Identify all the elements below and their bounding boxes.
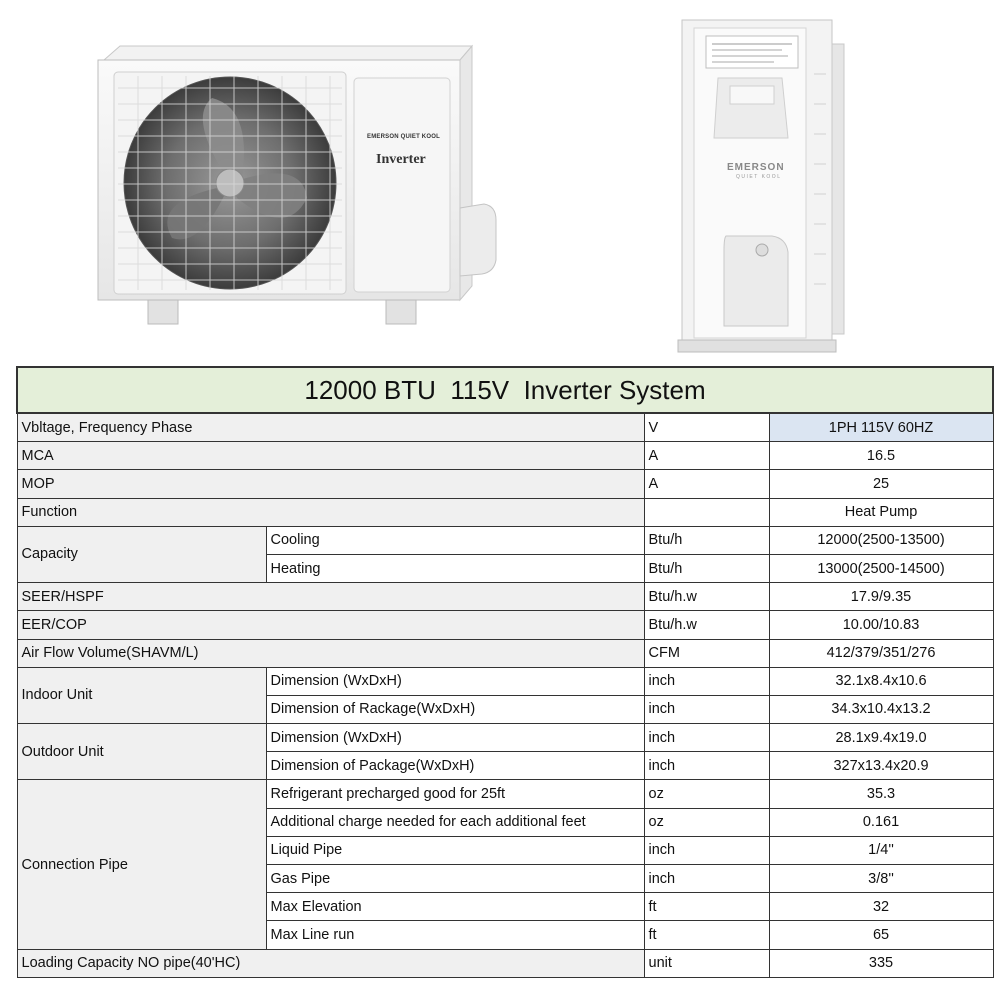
table-row [17,470,993,498]
row-value: 34.3x10.4x13.2 [769,695,993,723]
row-unit: inch [644,865,769,893]
row-value: 412/379/351/276 [769,639,993,667]
row-label: EER/COP [17,611,644,639]
table-row [17,442,993,470]
row-unit: oz [644,808,769,836]
sub-label: Refrigerant precharged good for 25ft [266,780,644,808]
table-row [17,667,993,695]
table-row [17,611,993,639]
row-label: SEER/HSPF [17,583,644,611]
row-value: 13000(2500-14500) [769,554,993,582]
row-unit: inch [644,667,769,695]
sub-label: Liquid Pipe [266,836,644,864]
table-row [17,639,993,667]
table-row [17,949,993,977]
row-value: 65 [769,921,993,949]
row-label: MCA [17,442,644,470]
row-value: 1/4'' [769,836,993,864]
outdoor-unit-front-drawing [92,38,512,338]
row-unit: unit [644,949,769,977]
row-value: 25 [769,470,993,498]
row-value: 10.00/10.83 [769,611,993,639]
table-title: 12000 BTU 115V Inverter System [17,367,993,413]
sub-label: Dimension (WxDxH) [266,667,644,695]
row-label: MOP [17,470,644,498]
row-unit: Btu/h.w [644,611,769,639]
sub-label: Dimension of Package(WxDxH) [266,752,644,780]
outdoor-unit-side-drawing [664,14,850,359]
table-row [17,498,993,526]
group-label: Indoor Unit [17,667,266,723]
row-value: 12000(2500-13500) [769,526,993,554]
row-value: 28.1x9.4x19.0 [769,724,993,752]
row-unit: A [644,442,769,470]
sub-label: Cooling [266,526,644,554]
row-unit [644,498,769,526]
row-label: Vbltage, Frequency Phase [17,413,644,442]
outdoor-unit-side-image [664,14,850,359]
group-label: Connection Pipe [17,780,266,949]
row-unit: inch [644,724,769,752]
table-row [17,413,993,442]
table-row [17,583,993,611]
row-unit: Btu/h [644,554,769,582]
sub-label: Heating [266,554,644,582]
row-value: 3/8'' [769,865,993,893]
side-brand-label: EMERSON [727,162,785,173]
outdoor-unit-front-image [92,38,512,338]
row-label: Air Flow Volume(SHAVM/L) [17,639,644,667]
sub-label: Dimension of Rackage(WxDxH) [266,695,644,723]
row-value: 0.161 [769,808,993,836]
row-value: Heat Pump [769,498,993,526]
sub-label: Gas Pipe [266,865,644,893]
row-value: 327x13.4x20.9 [769,752,993,780]
spec-table [16,366,994,978]
side-sub-label: QUIET KOOL [736,174,782,180]
group-label: Outdoor Unit [17,724,266,780]
row-unit: ft [644,921,769,949]
table-title-row [17,367,993,413]
row-value: 1PH 115V 60HZ [769,413,993,442]
row-unit: oz [644,780,769,808]
row-label: Loading Capacity NO pipe(40'HC) [17,949,644,977]
row-unit: Btu/h.w [644,583,769,611]
table-row [17,526,993,554]
inverter-logo: Inverter [376,152,426,167]
row-unit: Btu/h [644,526,769,554]
row-value: 32.1x8.4x10.6 [769,667,993,695]
row-unit: ft [644,893,769,921]
sub-label: Additional charge needed for each additional feet [266,808,644,836]
row-unit: V [644,413,769,442]
row-value: 17.9/9.35 [769,583,993,611]
row-value: 32 [769,893,993,921]
group-label: Capacity [17,526,266,582]
row-unit: inch [644,752,769,780]
sub-label: Dimension (WxDxH) [266,724,644,752]
row-label: Function [17,498,644,526]
table-row [17,724,993,752]
sub-label: Max Elevation [266,893,644,921]
front-brand-label: EMERSON QUIET KOOL [367,134,440,140]
table-row [17,780,993,808]
row-unit: CFM [644,639,769,667]
row-unit: A [644,470,769,498]
sub-label: Max Line run [266,921,644,949]
row-value: 35.3 [769,780,993,808]
row-value: 335 [769,949,993,977]
row-unit: inch [644,836,769,864]
row-unit: inch [644,695,769,723]
row-value: 16.5 [769,442,993,470]
